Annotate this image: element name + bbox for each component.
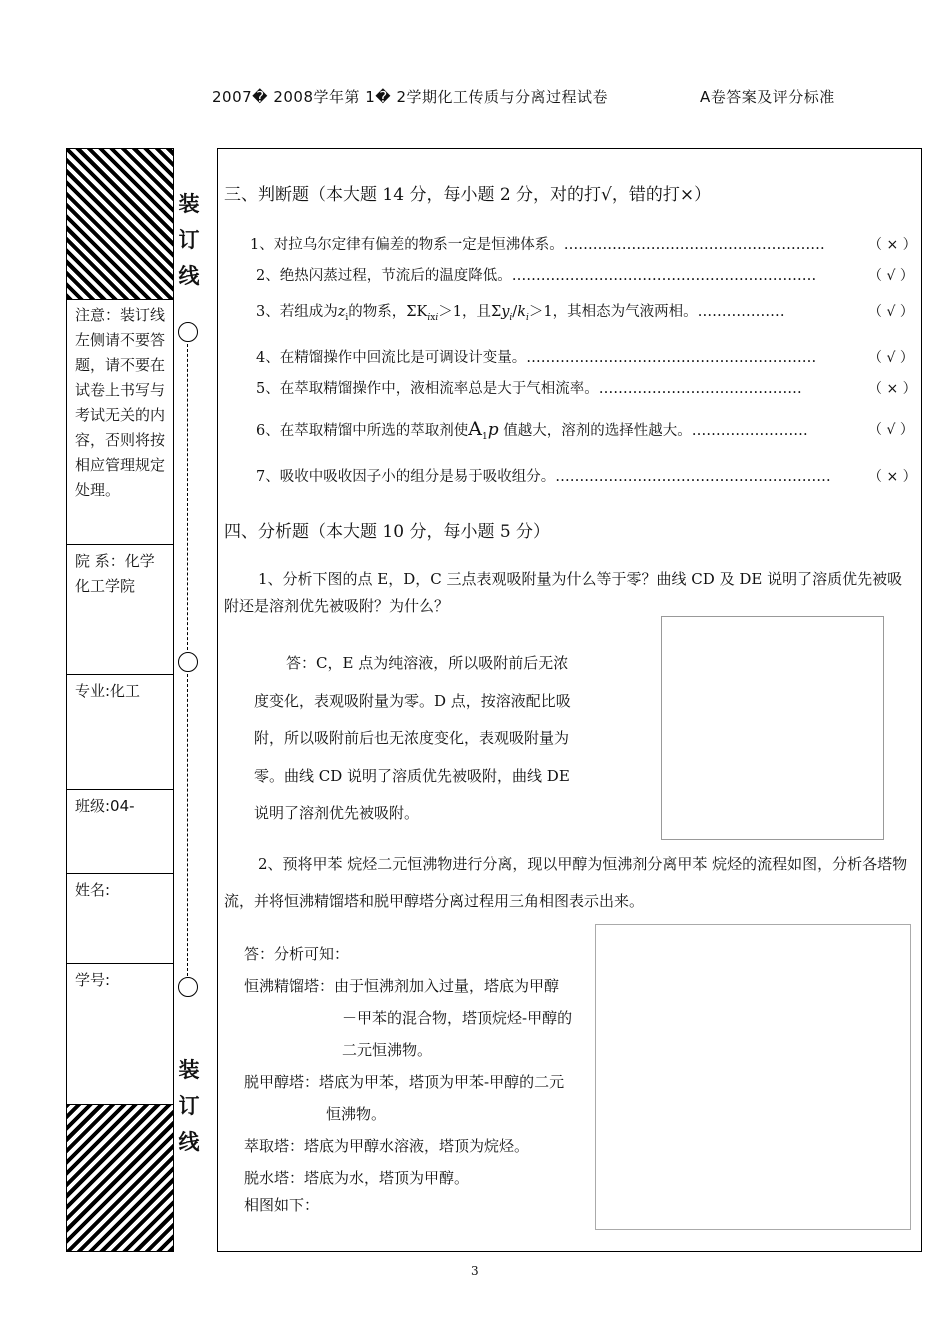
judgement-mark-4: （ √ ） [868, 350, 914, 366]
item-text: / [512, 304, 518, 320]
question-2: 2、预将甲苯 烷烃二元恒沸物进行分离，现以甲醇为恒沸剂分离甲苯 烷烃的流程如图，分析各塔物流，并将恒沸精馏塔和脱甲醇塔分离过程用三角相图表示出来。 [224, 855, 908, 910]
symbol-k: k [517, 304, 526, 320]
binding-char: 线 [178, 1130, 200, 1154]
binding-char: 订 [178, 228, 200, 252]
leader-dots: …………………… [691, 423, 808, 439]
judgement-item-2 [256, 264, 816, 285]
item-text: 6、在萃取精馏中所选的萃取剂使 [256, 423, 469, 439]
judgement-item-1 [250, 233, 825, 254]
binding-dashed-line [187, 344, 188, 650]
subscript: i [525, 312, 529, 323]
item-text: 2、绝热闪蒸过程，节流后的温度降低。 [256, 268, 512, 284]
answer-line: 脱水塔：塔底为水，塔顶为甲醇。 [244, 1169, 470, 1187]
item-text: 5、在萃取精馏操作中，液相流率总是大于气相流率。 [256, 381, 599, 397]
class-label: 班级:04- [75, 797, 135, 815]
item-text: ＞1，其相态为气液两相。 [528, 304, 698, 320]
binding-char: 订 [178, 1094, 200, 1118]
answer-line: 答：分析可知： [244, 945, 350, 963]
answer-key-label: A卷答案及评分标准 [700, 88, 835, 106]
symbol-A: A [468, 418, 482, 440]
leader-dots: ……………… [697, 304, 785, 320]
binding-notice: 注意：装订线左侧请不要答题，请不要在试卷上书写与考试无关的内容，否则将按相应管理规定处理。 [67, 299, 173, 545]
binding-margin-column [66, 148, 174, 1252]
binding-hole-3 [178, 977, 198, 997]
adsorption-figure-placeholder [661, 616, 884, 840]
answer-line: 零。曲线 CD 说明了溶质优先被吸附，曲线 DE [254, 766, 570, 785]
answer-line: －甲苯的混合物，塔顶烷烃-甲醇的 [342, 1009, 573, 1027]
answer-line: 相图如下： [244, 1196, 320, 1214]
exam-title: 2007� 2008学年第 1� 2学期化工传质与分离过程试卷 [212, 88, 609, 106]
binding-char: 线 [178, 264, 200, 288]
answer-line: 萃取塔：塔底为甲醇水溶液，塔顶为烷烃。 [244, 1137, 530, 1155]
answer-2 [244, 938, 600, 1216]
answer-line: 附，所以吸附前后也无浓度变化，表观吸附量为 [254, 729, 570, 747]
leader-dots: ……………………………………………… [563, 237, 825, 253]
item-text: 7、吸收中吸收因子小的组分是易于吸收组分。 [256, 469, 556, 485]
name-field: 姓名: [67, 874, 173, 964]
answer-line: 恒沸精馏塔：由于恒沸剂加入过量，塔底为甲醇 [244, 977, 560, 995]
student-id-field: 学号: [75, 971, 111, 989]
binding-hole-1 [178, 322, 198, 342]
subscript: i [427, 312, 431, 323]
subscript: i [509, 312, 513, 323]
item-text: 3、若组成为 [256, 304, 338, 320]
answer-line: 脱甲醇塔：塔底为甲苯，塔顶为甲苯-甲醇的二元 [244, 1073, 565, 1091]
binding-line-label-top [176, 186, 202, 294]
answer-line: 度变化，表观吸附量为零。D 点，按溶液配比吸 [254, 691, 571, 710]
judgement-mark-6: （ √ ） [868, 422, 914, 438]
subscript: i [435, 312, 439, 323]
item-text: 的物系，ΣK [348, 304, 428, 320]
judgement-mark-2: （ √ ） [868, 268, 914, 284]
item-text: 值越大，溶剂的选择性越大。 [503, 423, 692, 439]
item-text: ＞1，且Σ [438, 304, 502, 320]
judgement-mark-1: （ × ） [868, 237, 917, 253]
leader-dots: …………………………………………………… [526, 350, 817, 366]
answer-1 [254, 645, 610, 833]
item-text: 1、对拉乌尔定律有偏差的物系一定是恒沸体系。 [250, 237, 564, 253]
subscript: 1 [481, 431, 488, 442]
subscript: x [430, 312, 436, 323]
binding-dashed-line [187, 674, 188, 976]
leader-dots: …………………………………… [598, 381, 802, 397]
answer-line: 说明了溶剂优先被吸附。 [254, 804, 420, 822]
class-field [67, 790, 173, 874]
section3-title: 三、判断题（本大题 14 分，每小题 2 分，对的打√，错的打×） [224, 185, 712, 205]
symbol-p: p [487, 420, 499, 440]
answer-line: 二元恒沸物。 [342, 1041, 433, 1059]
hatch-pattern-bottom [67, 1104, 173, 1251]
judgement-mark-3: （ √ ） [868, 304, 914, 320]
symbol-z: z [337, 304, 346, 320]
item-text: 4、在精馏操作中回流比是可调设计变量。 [256, 350, 527, 366]
symbol-y: y [501, 304, 510, 320]
judgement-item-4 [256, 346, 816, 367]
judgement-item-5 [256, 377, 802, 398]
subscript: i [345, 312, 349, 323]
judgement-item-3 [256, 300, 785, 323]
leader-dots: ………………………………………………… [555, 469, 831, 485]
question-1: 1、分析下图的点 E，D，C 三点表观吸附量为什么等于零？曲线 CD 及 DE 说明了溶质优先被吸附还是溶剂优先被吸附？为什么？ [224, 570, 903, 615]
answer-line: 答：C，E 点为纯溶液，所以吸附前后无浓 [286, 654, 569, 672]
phase-diagram-placeholder [595, 924, 911, 1230]
section4-title: 四、分析题（本大题 10 分，每小题 5 分） [224, 522, 551, 542]
hatch-pattern-top [67, 149, 173, 300]
department-field: 院 系：化学化工学院 [67, 545, 173, 675]
leader-dots: ……………………………………………………… [511, 268, 817, 284]
exam-header [0, 86, 950, 110]
major-field: 专业:化工 [67, 675, 173, 790]
binding-char: 装 [178, 192, 200, 216]
binding-char: 装 [178, 1058, 200, 1082]
binding-line-label-bottom [176, 1052, 202, 1160]
judgement-item-6 [256, 418, 808, 442]
judgement-mark-5: （ × ） [868, 381, 917, 397]
judgement-item-7 [256, 465, 831, 486]
judgement-mark-7: （ × ） [868, 469, 917, 485]
binding-hole-2 [178, 652, 198, 672]
answer-line: 恒沸物。 [326, 1105, 387, 1123]
page-number: 3 [471, 1264, 479, 1278]
